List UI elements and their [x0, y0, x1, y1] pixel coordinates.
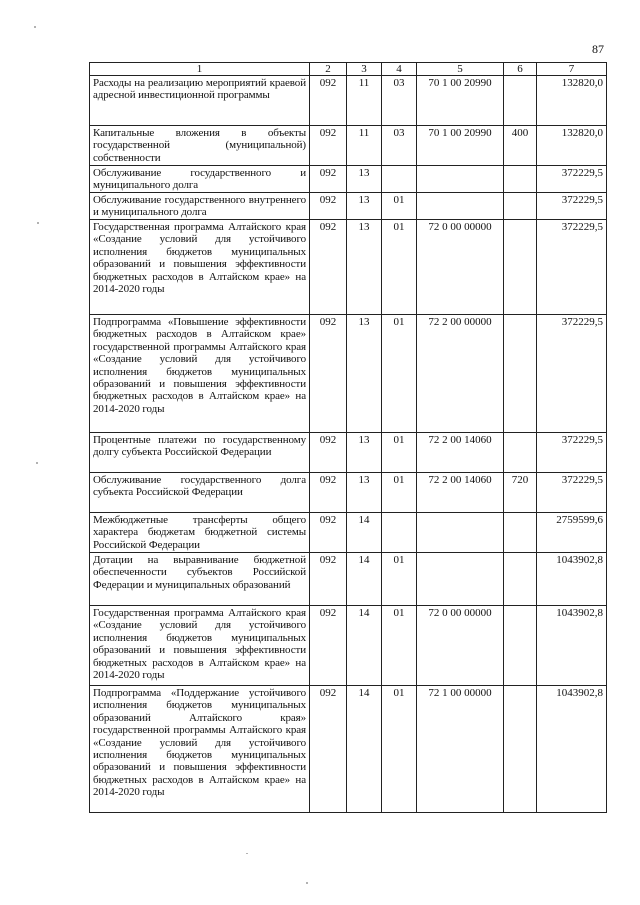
section-code-cell: 14	[347, 686, 382, 813]
table-row	[90, 126, 607, 166]
subsection-code-cell: 01	[382, 315, 417, 433]
ved-code-cell: 092	[310, 606, 347, 686]
table-row	[90, 166, 607, 193]
amount-cell: 372229,5	[537, 315, 607, 433]
expense-type-cell	[504, 76, 537, 126]
section-code-cell: 13	[347, 220, 382, 315]
column-header: 4	[382, 63, 417, 76]
row-name-cell: Обслуживание государственного внутреннего и муниципального долга	[90, 193, 310, 220]
scan-speck	[246, 853, 248, 854]
subsection-code-cell: 01	[382, 193, 417, 220]
ved-code-cell: 092	[310, 553, 347, 606]
table-row	[90, 76, 607, 126]
ved-code-cell: 092	[310, 166, 347, 193]
amount-cell: 132820,0	[537, 76, 607, 126]
expense-type-cell	[504, 315, 537, 433]
table-row	[90, 473, 607, 513]
expense-type-cell	[504, 220, 537, 315]
target-article-cell: 72 2 00 14060	[417, 473, 504, 513]
ved-code-cell: 092	[310, 686, 347, 813]
target-article-cell: 72 2 00 14060	[417, 433, 504, 473]
subsection-code-cell: 01	[382, 220, 417, 315]
ved-code-cell: 092	[310, 315, 347, 433]
section-code-cell: 11	[347, 76, 382, 126]
expense-type-cell: 720	[504, 473, 537, 513]
target-article-cell	[417, 513, 504, 553]
amount-cell: 2759599,6	[537, 513, 607, 553]
ved-code-cell: 092	[310, 126, 347, 166]
amount-cell: 372229,5	[537, 220, 607, 315]
column-header: 6	[504, 63, 537, 76]
row-name-cell: Подпрограмма «Повышение эффективности бюджетных расходов в Алтайском крае» государственной программы Алтайского края «Создание условий для устойчивого исполнения бюджетов муниципальных образований и повышения эффективности бюджетных расходов в Алтайском крае» на 2014-2020 годы	[90, 315, 310, 433]
subsection-code-cell: 01	[382, 686, 417, 813]
row-name-cell: Государственная программа Алтайского края «Создание условий для устойчивого исполнения бюджетов муниципальных образований и повышения эффективности бюджетных расходов в Алтайском крае» на 2014-2020 годы	[90, 606, 310, 686]
table-row	[90, 220, 607, 315]
amount-cell: 372229,5	[537, 193, 607, 220]
subsection-code-cell: 01	[382, 433, 417, 473]
subsection-code-cell: 03	[382, 126, 417, 166]
expense-type-cell	[504, 166, 537, 193]
column-header: 5	[417, 63, 504, 76]
table-row	[90, 606, 607, 686]
target-article-cell: 72 2 00 00000	[417, 315, 504, 433]
section-code-cell: 14	[347, 513, 382, 553]
section-code-cell: 13	[347, 166, 382, 193]
target-article-cell: 70 1 00 20990	[417, 126, 504, 166]
subsection-code-cell: 01	[382, 473, 417, 513]
row-name-cell: Расходы на реализацию мероприятий краевой адресной инвестиционной программы	[90, 76, 310, 126]
ved-code-cell: 092	[310, 473, 347, 513]
budget-table	[89, 62, 607, 813]
scan-speck	[306, 882, 308, 884]
ved-code-cell: 092	[310, 513, 347, 553]
expense-type-cell: 400	[504, 126, 537, 166]
scan-speck	[34, 26, 36, 28]
table-row	[90, 193, 607, 220]
ved-code-cell: 092	[310, 193, 347, 220]
amount-cell: 1043902,8	[537, 606, 607, 686]
target-article-cell: 72 0 00 00000	[417, 606, 504, 686]
amount-cell: 372229,5	[537, 433, 607, 473]
target-article-cell: 72 0 00 00000	[417, 220, 504, 315]
column-header: 3	[347, 63, 382, 76]
expense-type-cell	[504, 513, 537, 553]
table-row	[90, 433, 607, 473]
expense-type-cell	[504, 686, 537, 813]
subsection-code-cell: 01	[382, 553, 417, 606]
row-name-cell: Дотации на выравнивание бюджетной обеспеченности субъектов Российской Федерации и муниципальных образований	[90, 553, 310, 606]
ved-code-cell: 092	[310, 220, 347, 315]
scan-speck	[37, 222, 39, 224]
table-row	[90, 686, 607, 813]
column-header: 2	[310, 63, 347, 76]
table-row	[90, 513, 607, 553]
row-name-cell: Обслуживание государственного и муниципального долга	[90, 166, 310, 193]
section-code-cell: 14	[347, 553, 382, 606]
amount-cell: 132820,0	[537, 126, 607, 166]
ved-code-cell: 092	[310, 433, 347, 473]
column-header: 1	[90, 63, 310, 76]
target-article-cell: 70 1 00 20990	[417, 76, 504, 126]
subsection-code-cell: 03	[382, 76, 417, 126]
target-article-cell	[417, 166, 504, 193]
subsection-code-cell: 01	[382, 606, 417, 686]
row-name-cell: Процентные платежи по государственному долгу субъекта Российской Федерации	[90, 433, 310, 473]
page-number: 87	[592, 42, 604, 56]
expense-type-cell	[504, 193, 537, 220]
section-code-cell: 13	[347, 315, 382, 433]
subsection-code-cell	[382, 166, 417, 193]
section-code-cell: 11	[347, 126, 382, 166]
table-row	[90, 553, 607, 606]
target-article-cell	[417, 553, 504, 606]
expense-type-cell	[504, 553, 537, 606]
section-code-cell: 13	[347, 193, 382, 220]
row-name-cell: Обслуживание государственного долга субъекта Российской Федерации	[90, 473, 310, 513]
row-name-cell: Подпрограмма «Поддержание устойчивого исполнения бюджетов муниципальных образований Алтайского края» государственной программы Алтайского края «Создание условий для устойчивого исполнения бюджетов муниципальных образований и повышения эффективности бюджетных расходов в Алтайском крае» на 2014-2020 годы	[90, 686, 310, 813]
row-name-cell: Капитальные вложения в объекты государственной (муниципальной) собственности	[90, 126, 310, 166]
amount-cell: 372229,5	[537, 473, 607, 513]
amount-cell: 1043902,8	[537, 686, 607, 813]
section-code-cell: 13	[347, 473, 382, 513]
target-article-cell: 72 1 00 00000	[417, 686, 504, 813]
ved-code-cell: 092	[310, 76, 347, 126]
amount-cell: 1043902,8	[537, 553, 607, 606]
header-row	[90, 63, 607, 76]
target-article-cell	[417, 193, 504, 220]
table-row	[90, 315, 607, 433]
expense-type-cell	[504, 606, 537, 686]
section-code-cell: 14	[347, 606, 382, 686]
subsection-code-cell	[382, 513, 417, 553]
section-code-cell: 13	[347, 433, 382, 473]
column-header: 7	[537, 63, 607, 76]
amount-cell: 372229,5	[537, 166, 607, 193]
row-name-cell: Государственная программа Алтайского края «Создание условий для устойчивого исполнения бюджетов муниципальных образований и повышения эффективности бюджетных расходов в Алтайском крае» на 2014-2020 годы	[90, 220, 310, 315]
row-name-cell: Межбюджетные трансферты общего характера бюджетам бюджетной системы Российской Федерации	[90, 513, 310, 553]
scan-speck	[36, 462, 38, 464]
expense-type-cell	[504, 433, 537, 473]
